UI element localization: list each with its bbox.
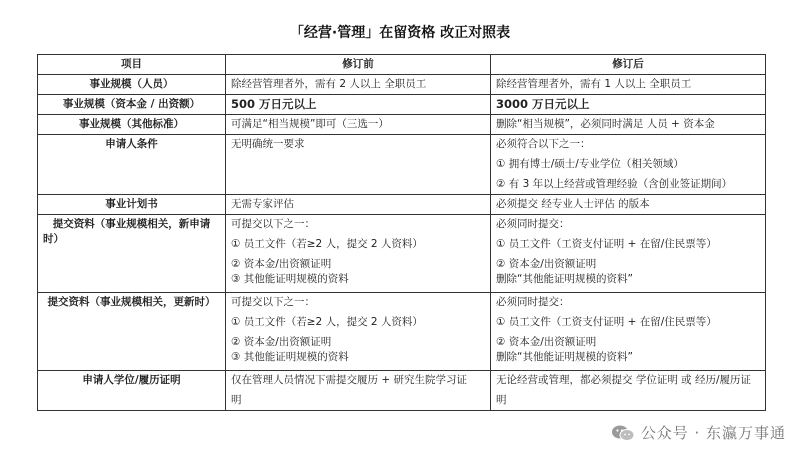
- row-before: 可提交以下之一： ① 员工文件（若≥2 人，提交 2 人资料） ② 资本金/出资额证明 ③ 其他能证明规模的资料: [226, 293, 491, 371]
- row-after: 必须同时提交： ① 员工文件（工资支付证明 + 在留/住民票等） ② 资本金/出资额证明 删除“其他能证明规模的资料”: [491, 293, 766, 371]
- row-item: 事业计划书: [38, 195, 226, 215]
- table-row: [38, 293, 766, 371]
- row-item: 事业规模（人员）: [38, 75, 226, 95]
- table-row: [38, 215, 766, 293]
- table-row: [38, 75, 766, 95]
- table-header-row: [38, 55, 766, 75]
- row-before: 无明确统一要求: [226, 135, 491, 195]
- comparison-table: [37, 54, 766, 411]
- row-before: 可提交以下之一： ① 员工文件（若≥2 人，提交 2 人资料） ② 资本金/出资额证明 ③ 其他能证明规模的资料: [226, 215, 491, 293]
- row-before: 可满足“相当规模”即可（三选一）: [226, 115, 491, 135]
- row-after: 无论经营或管理，都必须提交 学位证明 或 经历/履历证 明: [491, 371, 766, 411]
- header-item: 项目: [38, 55, 226, 75]
- row-item: 事业规模（其他标准）: [38, 115, 226, 135]
- row-after: 删除“相当规模”，必须同时满足 人员 + 资本金: [491, 115, 766, 135]
- table-row: [38, 115, 766, 135]
- row-before: 500 万日元以上: [226, 95, 491, 115]
- row-item: 事业规模（资本金 / 出资额）: [38, 95, 226, 115]
- row-after: 3000 万日元以上: [491, 95, 766, 115]
- row-after: 除经营管理者外，需有 1 人以上 全职员工: [491, 75, 766, 95]
- row-item: 提交资料（事业规模相关，新申请 时）: [38, 215, 226, 293]
- table-row: [38, 135, 766, 195]
- table-row: [38, 195, 766, 215]
- page-title: 「经营·管理」在留资格 改正对照表: [289, 25, 511, 41]
- row-item: 提交资料（事业规模相关，更新时）: [38, 293, 226, 371]
- wechat-icon: [611, 424, 635, 442]
- row-after: 必须提交 经专业人士评估 的版本: [491, 195, 766, 215]
- row-item: 申请人条件: [38, 135, 226, 195]
- row-after: 必须同时提交： ① 员工文件（工资支付证明 + 在留/住民票等） ② 资本金/出资额证明 删除“其他能证明规模的资料”: [491, 215, 766, 293]
- watermark-text: 公众号 · 东瀛万事通: [640, 424, 786, 442]
- row-before: 仅在管理人员情况下需提交履历 + 研究生院学习证 明: [226, 371, 491, 411]
- watermark: [611, 422, 786, 443]
- row-before: 无需专家评估: [226, 195, 491, 215]
- row-before: 除经营管理者外，需有 2 人以上 全职员工: [226, 75, 491, 95]
- table-row: [38, 95, 766, 115]
- header-after: 修订后: [491, 55, 766, 75]
- header-before: 修订前: [226, 55, 491, 75]
- table-row: [38, 371, 766, 411]
- row-after: 必须符合以下之一： ① 拥有博士/硕士/专业学位（相关领域） ② 有 3 年以上经营或管理经验（含创业签证期间）: [491, 135, 766, 195]
- row-item: 申请人学位/履历证明: [38, 371, 226, 411]
